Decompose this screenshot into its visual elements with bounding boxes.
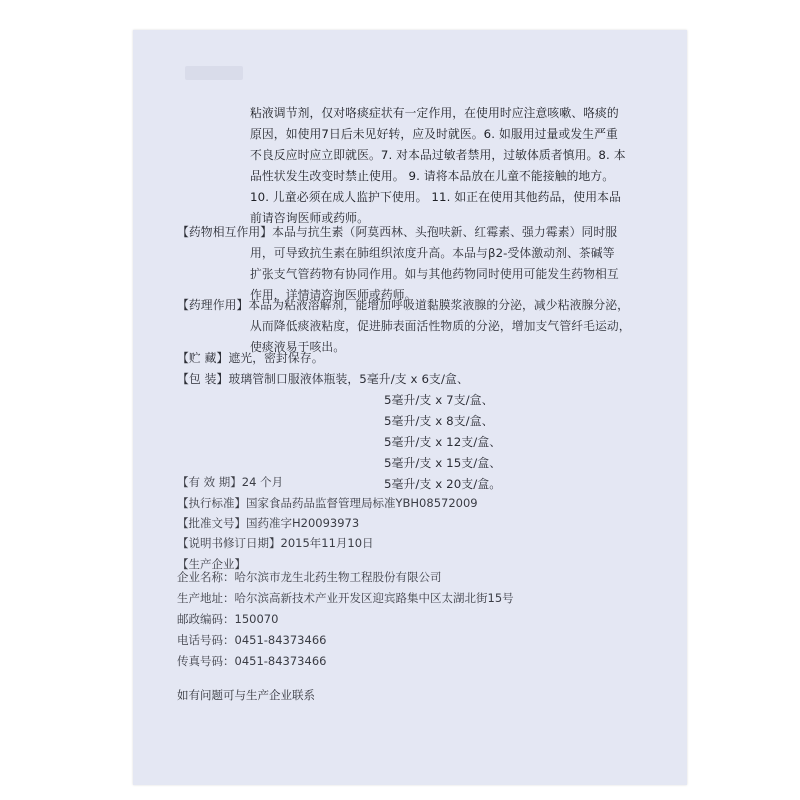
pharmacology-line-3: 使痰液易于咳出。	[250, 340, 346, 354]
interactions-line-2: 用，可导致抗生素在肺组织浓度升高。本品与β2-受体激动剂、茶碱等	[250, 246, 615, 260]
revision-line: 【说明书修订日期】2015年11月10日	[177, 536, 374, 550]
packaging-line-6: 5毫升/支 x 20支/盒。	[384, 477, 502, 491]
pharmacology-line-1: 【药理作用】本品为粘液溶解剂，能增加呼吸道黏膜浆液腺的分泌，减少粘液腺分泌，	[177, 298, 630, 312]
precautions-line-5: 10. 儿童必须在成人监护下使用。 11. 如正在使用其他药品，使用本品	[250, 190, 621, 204]
packaging-line-4: 5毫升/支 x 12支/盒、	[384, 435, 502, 449]
storage-line: 【贮 藏】遮光，密封保存。	[177, 351, 324, 365]
validity-line: 【有 效 期】24 个月	[177, 475, 284, 489]
paper-smudge	[185, 66, 243, 80]
interactions-line-4: 作用，详情请咨询医师或药师。	[250, 288, 417, 302]
precautions-line-4: 品性状发生改变时禁止使用。 9. 请将本品放在儿童不能接触的地方。	[250, 169, 615, 183]
packaging-line-2: 5毫升/支 x 7支/盒、	[384, 393, 494, 407]
precautions-line-3: 不良反应时应立即就医。7. 对本品过敏者禁用，过敏体质者慎用。8. 本	[250, 148, 626, 162]
contact-footer: 如有问题可与生产企业联系	[177, 688, 315, 702]
precautions-line-2: 原因，如使用7日后未见好转，应及时就医。6. 如服用过量或发生严重	[250, 127, 618, 141]
interactions-line-1: 【药物相互作用】本品与抗生素（阿莫西林、头孢呋新、红霉素、强力霉素）同时服	[177, 225, 618, 239]
approval-line: 【批准文号】国药准字H20093973	[177, 516, 360, 530]
interactions-line-3: 扩张支气管药物有协同作用。如与其他药物同时使用可能发生药物相互	[250, 267, 619, 281]
pharmacology-line-2: 从而降低痰液粘度，促进肺表面活性物质的分泌，增加支气管纤毛运动，	[250, 319, 631, 333]
fax-line: 传真号码：0451-84373466	[177, 654, 327, 668]
packaging-line-3: 5毫升/支 x 8支/盒、	[384, 414, 494, 428]
standard-line: 【执行标准】国家食品药品监督管理局标准YBH08572009	[177, 496, 478, 510]
packaging-line-1: 【包 装】玻璃管制口服液体瓶装，5毫升/支 x 6支/盒、	[177, 372, 469, 386]
company-name-line: 企业名称：哈尔滨市龙生北药生物工程股份有限公司	[177, 570, 442, 584]
postcode-line: 邮政编码：150070	[177, 612, 279, 626]
packaging-line-5: 5毫升/支 x 15支/盒、	[384, 456, 502, 470]
manufacturer-header: 【生产企业】	[177, 557, 246, 571]
leaflet-page	[133, 30, 687, 785]
phone-line: 电话号码：0451-84373466	[177, 633, 327, 647]
address-line: 生产地址：哈尔滨高新技术产业开发区迎宾路集中区太湖北街15号	[177, 591, 514, 605]
precautions-line-1: 粘液调节剂，仅对咯痰症状有一定作用，在使用时应注意咳嗽、咯痰的	[250, 106, 619, 120]
precautions-line-6: 前请咨询医师或药师。	[250, 211, 369, 225]
